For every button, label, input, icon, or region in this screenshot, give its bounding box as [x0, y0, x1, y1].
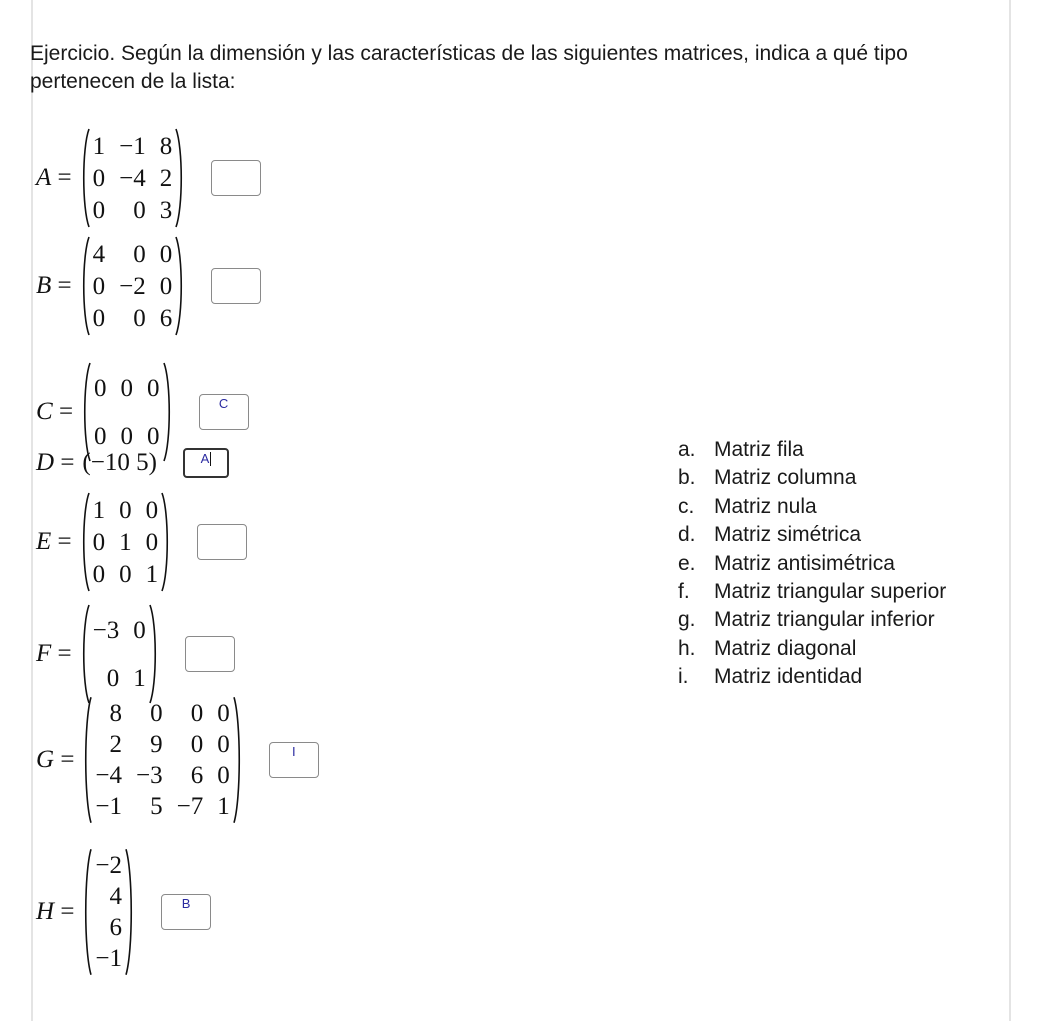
- option-i: i. Matriz identidad: [678, 665, 863, 689]
- right-paren: [163, 362, 173, 462]
- matrix-f-row: [36, 604, 235, 704]
- matrix-entry: 6: [159, 304, 173, 332]
- answer-d-text: A: [200, 451, 210, 466]
- right-paren: [175, 236, 185, 336]
- matrix-entry: 2: [109, 731, 123, 758]
- matrix-entries: [90, 604, 149, 704]
- answer-box-h[interactable]: B: [161, 894, 211, 930]
- matrix-entry: 0: [94, 374, 107, 402]
- matrix-entry: −3: [136, 762, 163, 789]
- matrix-entry: 0: [133, 196, 146, 224]
- matrix-entry: 0: [159, 272, 173, 300]
- matrix-entry: 9: [150, 731, 163, 758]
- answer-box-f[interactable]: [185, 636, 235, 672]
- matrix-f-label: F =: [36, 640, 72, 667]
- matrix-entry: 0: [120, 422, 134, 450]
- matrix-b-label: B =: [36, 272, 72, 299]
- matrix-entry: 0: [147, 422, 160, 450]
- matrix-entry: 0: [217, 731, 230, 758]
- answer-box-d[interactable]: [183, 448, 229, 478]
- matrix-entry: 0: [133, 616, 146, 644]
- answer-box-g[interactable]: I: [269, 742, 319, 778]
- option-b: b. Matriz columna: [678, 466, 857, 490]
- right-paren: [125, 848, 135, 976]
- matrix-g: [82, 696, 242, 824]
- matrix-entries: [92, 696, 232, 824]
- option-g: g. Matriz triangular inferior: [678, 608, 935, 632]
- matrix-entry: 8: [109, 700, 123, 727]
- matrix-entry: −1: [95, 793, 123, 820]
- answer-box-c[interactable]: C: [199, 394, 249, 430]
- matrix-entry: 0: [92, 304, 106, 332]
- matrix-type-list: [678, 436, 946, 692]
- left-border: [31, 0, 33, 1021]
- text-caret: [210, 452, 211, 466]
- option-c: c. Matriz nula: [678, 494, 817, 518]
- matrix-entries: [92, 848, 125, 976]
- left-paren: [80, 128, 90, 228]
- matrix-entries: [90, 492, 162, 592]
- matrix-entry: 0: [133, 240, 146, 268]
- matrix-entry: 6: [109, 914, 123, 941]
- left-paren: [81, 362, 91, 462]
- matrix-g-label: G =: [36, 746, 75, 773]
- matrix-entry: −3: [92, 616, 120, 644]
- matrix-entry: 0: [147, 374, 160, 402]
- matrix-entry: 0: [92, 164, 106, 192]
- option-d: d. Matriz simétrica: [678, 523, 862, 547]
- matrix-entry: 1: [92, 132, 106, 160]
- matrix-entry: 1: [92, 496, 106, 524]
- matrix-entries: [90, 128, 176, 228]
- matrix-entry: 0: [92, 196, 106, 224]
- right-paren: [149, 604, 159, 704]
- matrix-entry: 4: [109, 883, 123, 910]
- matrix-entries: [90, 236, 176, 336]
- matrix-entry: 1: [145, 560, 159, 588]
- matrix-entry: 0: [145, 496, 159, 524]
- matrix-entry: 0: [119, 560, 132, 588]
- matrix-d-row: [36, 448, 229, 478]
- matrix-entry: 0: [190, 700, 204, 727]
- right-paren: [161, 492, 171, 592]
- matrix-entry: −7: [176, 793, 204, 820]
- matrix-h-row: [36, 848, 211, 976]
- right-border: [1009, 0, 1011, 1021]
- matrix-entry: 0: [150, 700, 163, 727]
- exercise-title: Ejercicio. Según la dimensión y las características de las siguientes matrices, indica a qué tipo pertenecen de la lista:: [30, 42, 908, 93]
- option-h: h. Matriz diagonal: [678, 636, 857, 660]
- answer-box-a[interactable]: [211, 160, 261, 196]
- matrix-e-row: [36, 492, 247, 592]
- left-paren: [80, 604, 90, 704]
- matrix-entry: 0: [159, 240, 173, 268]
- matrix-entry: 0: [217, 700, 230, 727]
- matrix-entry: −4: [119, 164, 146, 192]
- matrix-entry: −1: [119, 132, 146, 160]
- left-paren: [82, 848, 92, 976]
- matrix-entry: 0: [106, 664, 120, 692]
- matrix-g-row: [36, 696, 319, 824]
- matrix-entry: 1: [133, 664, 146, 692]
- matrix-f: [80, 604, 159, 704]
- answer-box-e[interactable]: [197, 524, 247, 560]
- matrix-entry: 0: [119, 496, 132, 524]
- matrix-entry: −1: [95, 945, 123, 972]
- matrix-d: (−10 5): [82, 449, 157, 476]
- matrix-b: [80, 236, 186, 336]
- matrix-entry: 0: [133, 304, 146, 332]
- matrix-entry: 0: [94, 422, 107, 450]
- matrix-entry: −2: [119, 272, 146, 300]
- left-paren: [82, 696, 92, 824]
- matrix-c-label: C =: [36, 398, 74, 425]
- left-paren: [80, 492, 90, 592]
- option-f: f. Matriz triangular superior: [678, 580, 947, 604]
- answer-box-b[interactable]: [211, 268, 261, 304]
- matrix-d-label: D =: [36, 449, 75, 476]
- matrix-a-label: A =: [36, 164, 72, 191]
- right-paren: [175, 128, 185, 228]
- matrix-c: [81, 362, 173, 462]
- matrix-entry: −2: [95, 852, 123, 879]
- matrix-entry: 4: [92, 240, 106, 268]
- option-a: a. Matriz fila: [678, 438, 804, 461]
- matrix-b-row: [36, 236, 261, 336]
- matrix-entry: 3: [159, 196, 173, 224]
- matrix-a-row: [36, 128, 261, 228]
- matrix-entry: 0: [190, 731, 204, 758]
- matrix-entry: 8: [159, 132, 173, 160]
- matrix-entry: 0: [145, 528, 159, 556]
- matrix-entry: −4: [95, 762, 123, 789]
- matrix-entry: 2: [159, 164, 173, 192]
- matrix-e-label: E =: [36, 528, 72, 555]
- matrix-e: [80, 492, 172, 592]
- matrix-a: [80, 128, 186, 228]
- matrix-entry: 1: [217, 793, 230, 820]
- matrix-entry: 0: [92, 560, 106, 588]
- matrix-c-row: [36, 362, 249, 462]
- matrix-entry: 0: [217, 762, 230, 789]
- matrix-h: [82, 848, 135, 976]
- matrix-entries: [91, 362, 163, 462]
- matrix-entry: 6: [190, 762, 204, 789]
- right-paren: [233, 696, 243, 824]
- option-e: e. Matriz antisimétrica: [678, 551, 895, 575]
- matrix-entry: 0: [92, 528, 106, 556]
- left-paren: [80, 236, 90, 336]
- matrix-entry: 0: [120, 374, 134, 402]
- matrix-entry: 0: [92, 272, 106, 300]
- matrix-entry: 5: [150, 793, 163, 820]
- matrix-entry: 1: [119, 528, 132, 556]
- matrix-h-label: H =: [36, 898, 75, 925]
